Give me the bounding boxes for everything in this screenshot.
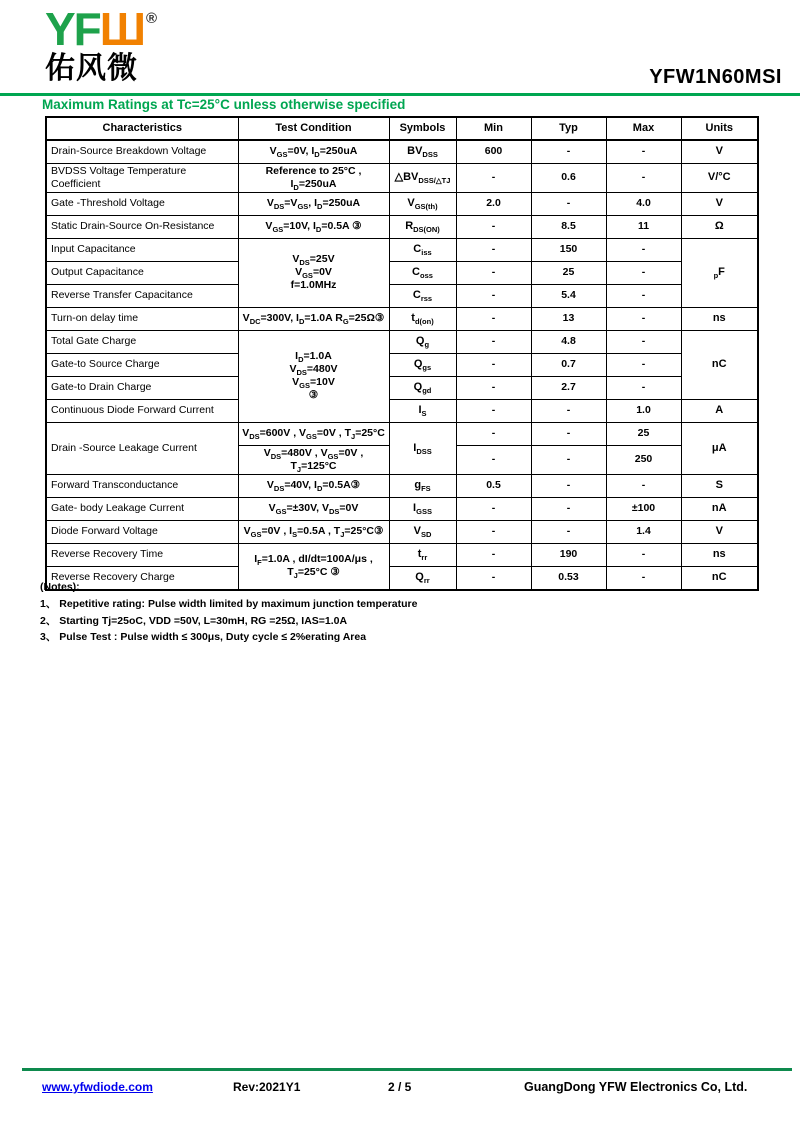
table-cell: 4.8 [531,330,606,353]
table-cell: 4.0 [606,192,681,215]
table-row [46,163,758,192]
table-cell: V [681,140,758,163]
table-cell: $t_{rr}$ [389,544,456,567]
table-cell: $C_{rss}$ [389,284,456,307]
table-cell: Reverse Recovery Charge [46,567,238,590]
logo-w-glyph: Ш [99,3,145,55]
table-row [46,192,758,215]
table-cell: - [456,399,531,422]
column-header-units: Units [681,117,758,140]
table-cell: Diode Forward Voltage [46,521,238,544]
table-cell: - [456,307,531,330]
table-cell: $V_{SD}$ [389,521,456,544]
company-name: GuangDong YFW Electronics Co, Ltd. [524,1080,748,1094]
table-row [46,307,758,330]
table-cell: - [531,475,606,498]
table-row [46,238,758,261]
table-cell: - [606,376,681,399]
part-number: YFW1N60MSI [649,66,782,88]
table-cell: Static Drain-Source On-Resistance [46,215,238,238]
notes-heading: (Notes): [40,581,80,593]
table-cell: Gate-to Source Charge [46,353,238,376]
table-cell: Reference to 25°C , $I_D=250uA$ [238,163,389,192]
column-header-test-condition: Test Condition [238,117,389,140]
table-cell: Drain -Source Leakage Current [46,422,238,474]
header-row [46,117,758,140]
table-cell: A [681,399,758,422]
table-cell: Gate -Threshold Voltage [46,192,238,215]
table-cell: Ω [681,215,758,238]
table-cell: - [456,498,531,521]
table-cell: - [606,544,681,567]
table-cell: $I_{GSS}$ [389,498,456,521]
table-cell: $V_{DS}=40V$, $I_D=0.5A③$ [238,475,389,498]
table-cell: $I_F=1.0A$ , dI/dt=100A/μs , $T_J=25^\circ C$ ③ [238,544,389,590]
table-cell: $V_{DS}=480V$ , $V_{GS}=0V$ , $T_J=125^\circ C$ [238,445,389,474]
table-cell: $V_{GS}=0V$ , $I_S=0.5A$ , $T_J=25^\circ C③$ [238,521,389,544]
column-header-max: Max [606,117,681,140]
table-cell: - [606,353,681,376]
ratings-table [45,116,759,591]
table-row [46,261,758,284]
table-cell: $V_{DS}=V_{GS}$, $I_D=250uA$ [238,192,389,215]
table-row [46,521,758,544]
ratings-table-head [46,117,758,140]
logo-wordmark-icon [45,3,158,55]
column-header-symbols: Symbols [389,117,456,140]
table-cell: nA [681,498,758,521]
table-cell: - [456,238,531,261]
table-cell: nC [681,330,758,399]
table-cell: 2.7 [531,376,606,399]
table-cell: 5.4 [531,284,606,307]
table-cell: Forward Transconductance [46,475,238,498]
table-cell: - [531,445,606,474]
table-cell: 8.5 [531,215,606,238]
notes-section [40,580,418,646]
table-cell: - [531,140,606,163]
table-cell: V [681,521,758,544]
section-title: Maximum Ratings at Tc=25°C unless otherwise specified [42,97,406,112]
table-cell: Reverse Transfer Capacitance [46,284,238,307]
table-cell: - [531,399,606,422]
table-cell: V/°C [681,163,758,192]
table-cell: $V_{DS}=600V$ , $V_{GS}=0V$ , $T_J=25^\circ C$ [238,422,389,445]
table-cell: 25 [531,261,606,284]
table-cell: $V_{GS}=0V$, $I_D=250uA$ [238,140,389,163]
revision-label: Rev:2021Y1 [233,1080,301,1094]
table-cell: - [531,422,606,445]
table-row [46,422,758,445]
website-link[interactable]: www.yfwdiode.com [42,1080,153,1094]
table-row [46,140,758,163]
table-cell: $R_{DS(ON)}$ [389,215,456,238]
table-cell: $t_{d(on)}$ [389,307,456,330]
table-cell: 600 [456,140,531,163]
table-cell: - [606,567,681,590]
table-cell: - [606,238,681,261]
table-cell: - [531,192,606,215]
table-cell: - [456,330,531,353]
table-cell: - [456,567,531,590]
table-cell: ns [681,307,758,330]
table-cell: Gate-to Drain Charge [46,376,238,399]
table-cell: - [456,284,531,307]
table-cell: 0.53 [531,567,606,590]
table-cell: 25 [606,422,681,445]
table-cell: $Q_{gs}$ [389,353,456,376]
table-cell: 2.0 [456,192,531,215]
table-row [46,353,758,376]
table-cell: - [456,445,531,474]
table-cell: 1.4 [606,521,681,544]
table-cell: Output Capacitance [46,261,238,284]
header-divider [0,93,800,96]
note-item: 1、 Repetitive rating: Pulse width limited by maximum junction temperature [40,597,418,610]
logo-yf-text: YF [45,3,100,55]
table-cell: Turn-on delay time [46,307,238,330]
column-header-typ: Typ [531,117,606,140]
table-cell: - [456,544,531,567]
ratings-table-body [46,140,758,590]
table-cell: $Q_{rr}$ [389,567,456,590]
table-cell: - [606,261,681,284]
page-footer [0,1080,800,1100]
table-row [46,498,758,521]
table-row [46,399,758,422]
table-cell: - [456,376,531,399]
table-cell: 1.0 [606,399,681,422]
table-cell: BVDSS Voltage Temperature Coefficient [46,163,238,192]
table-cell: 11 [606,215,681,238]
table-cell: - [531,521,606,544]
column-header-characteristics: Characteristics [46,117,238,140]
column-header-min: Min [456,117,531,140]
table-cell: $C_{oss}$ [389,261,456,284]
logo-chinese-name: 佑风微 [45,52,138,85]
table-row [46,284,758,307]
table-cell: Total Gate Charge [46,330,238,353]
table-cell: Continuous Diode Forward Current [46,399,238,422]
table-cell: $_p$F [681,238,758,307]
table-cell: Gate- body Leakage Current [46,498,238,521]
page-number: 2 / 5 [388,1080,412,1094]
table-cell: - [456,422,531,445]
table-cell: - [456,261,531,284]
table-row [46,376,758,399]
table-cell: $\triangle BV_{DSS/\triangle TJ}$ [389,163,456,192]
table-cell: V [681,192,758,215]
table-cell: $Q_g$ [389,330,456,353]
table-cell: $C_{iss}$ [389,238,456,261]
table-row [46,475,758,498]
table-cell: $I_D=1.0A$ $V_{DS}=480V$ $V_{GS}=10V$ ③ [238,330,389,422]
table-cell: S [681,475,758,498]
company-logo [45,3,158,85]
table-row [46,330,758,353]
table-cell: - [606,475,681,498]
table-cell: Drain-Source Breakdown Voltage [46,140,238,163]
table-cell: - [606,330,681,353]
table-cell: $V_{GS(th)}$ [389,192,456,215]
table-cell: μA [681,422,758,474]
registered-trademark-icon: ® [146,10,158,27]
table-cell: $V_{GS}=\pm 30V$, $V_{DS}=0V$ [238,498,389,521]
note-item: 2、 Starting Tj=25oC, VDD =50V, L=30mH, RG =25Ω, IAS=1.0A [40,614,348,627]
table-cell: - [531,498,606,521]
table-cell: 0.5 [456,475,531,498]
table-cell: $BV_{DSS}$ [389,140,456,163]
table-cell: $I_{DSS}$ [389,422,456,474]
table-cell: nC [681,567,758,590]
table-row [46,215,758,238]
table-cell: $V_{DS}=25V$ $V_{GS}=0V$ f=1.0MHz [238,238,389,307]
table-cell: - [606,163,681,192]
table-cell: - [456,353,531,376]
table-cell: - [456,215,531,238]
table-cell: 0.6 [531,163,606,192]
table-cell: - [606,284,681,307]
table-cell: 250 [606,445,681,474]
table-cell: - [606,140,681,163]
note-item: 3、 Pulse Test : Pulse width ≤ 300μs, Duty cycle ≤ 2%erating Area [40,631,367,644]
table-cell: ±100 [606,498,681,521]
table-cell: Reverse Recovery Time [46,544,238,567]
table-cell: 0.7 [531,353,606,376]
table-cell: 190 [531,544,606,567]
table-cell: $Q_{gd}$ [389,376,456,399]
table-cell: Input Capacitance [46,238,238,261]
table-cell: $V_{DC}=300V$, $I_D=1.0A$ $R_G=25\Omega ③$ [238,307,389,330]
table-cell: $V_{GS}=10V$, $I_D=0.5A$ ③ [238,215,389,238]
table-cell: - [606,307,681,330]
footer-divider [22,1068,792,1071]
table-cell: 13 [531,307,606,330]
table-cell: $g_{FS}$ [389,475,456,498]
table-cell: $I_S$ [389,399,456,422]
table-cell: - [456,521,531,544]
table-row [46,544,758,567]
table-cell: - [456,163,531,192]
table-cell: 150 [531,238,606,261]
table-cell: ns [681,544,758,567]
